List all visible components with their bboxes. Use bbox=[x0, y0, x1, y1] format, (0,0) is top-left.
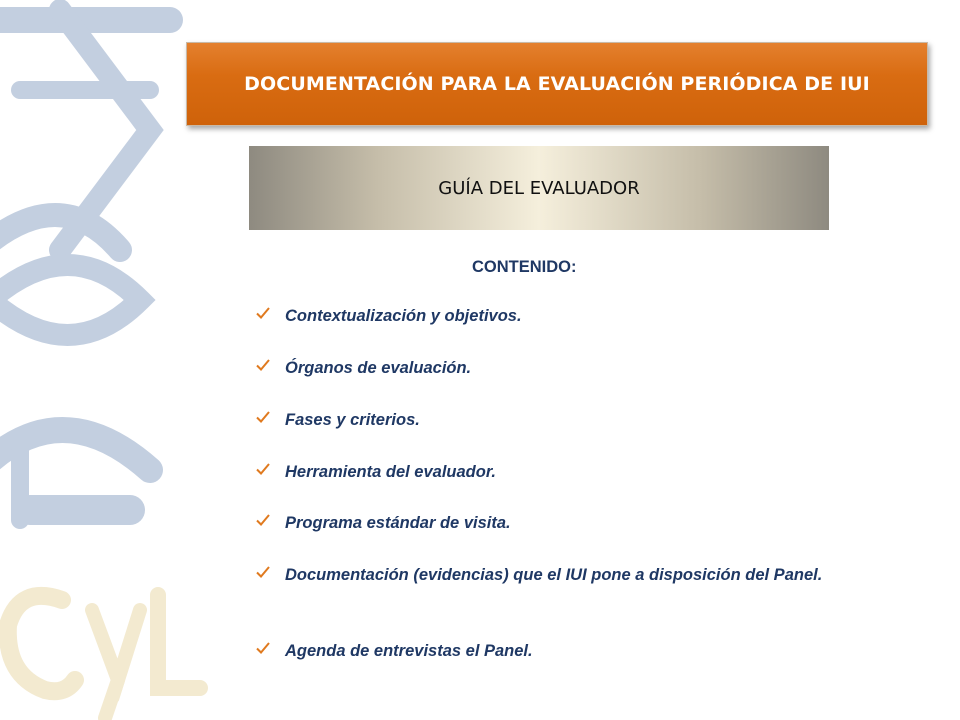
content-heading: CONTENIDO: bbox=[472, 258, 577, 276]
list-item bbox=[256, 563, 828, 587]
check-icon bbox=[256, 565, 270, 579]
list-item bbox=[256, 304, 828, 328]
list-item-text: Contextualización y objetivos. bbox=[285, 307, 522, 325]
list-item bbox=[256, 356, 828, 380]
list-item bbox=[256, 460, 828, 484]
list-item-text: Documentación (evidencias) que el IUI pone a disposición del Panel. bbox=[285, 566, 823, 584]
check-icon bbox=[256, 462, 270, 476]
list-item bbox=[256, 511, 828, 535]
list-item-text: Programa estándar de visita. bbox=[285, 514, 511, 532]
subheader-banner bbox=[249, 146, 829, 230]
list-item-text: Fases y criterios. bbox=[285, 411, 420, 429]
list-item bbox=[256, 639, 828, 663]
list-item-text: Órganos de evaluación. bbox=[285, 359, 472, 377]
check-icon bbox=[256, 358, 270, 372]
header-banner bbox=[186, 42, 928, 126]
check-icon bbox=[256, 641, 270, 655]
check-icon bbox=[256, 513, 270, 527]
header-title: DOCUMENTACIÓN PARA LA EVALUACIÓN PERIÓDICA DE IUI bbox=[244, 73, 870, 95]
list-item bbox=[256, 408, 828, 432]
list-item-text: Herramienta del evaluador. bbox=[285, 463, 496, 481]
list-item-text: Agenda de entrevistas el Panel. bbox=[285, 642, 533, 660]
check-icon bbox=[256, 306, 270, 320]
subheader-title: GUÍA DEL EVALUADOR bbox=[438, 177, 640, 199]
check-icon bbox=[256, 410, 270, 424]
